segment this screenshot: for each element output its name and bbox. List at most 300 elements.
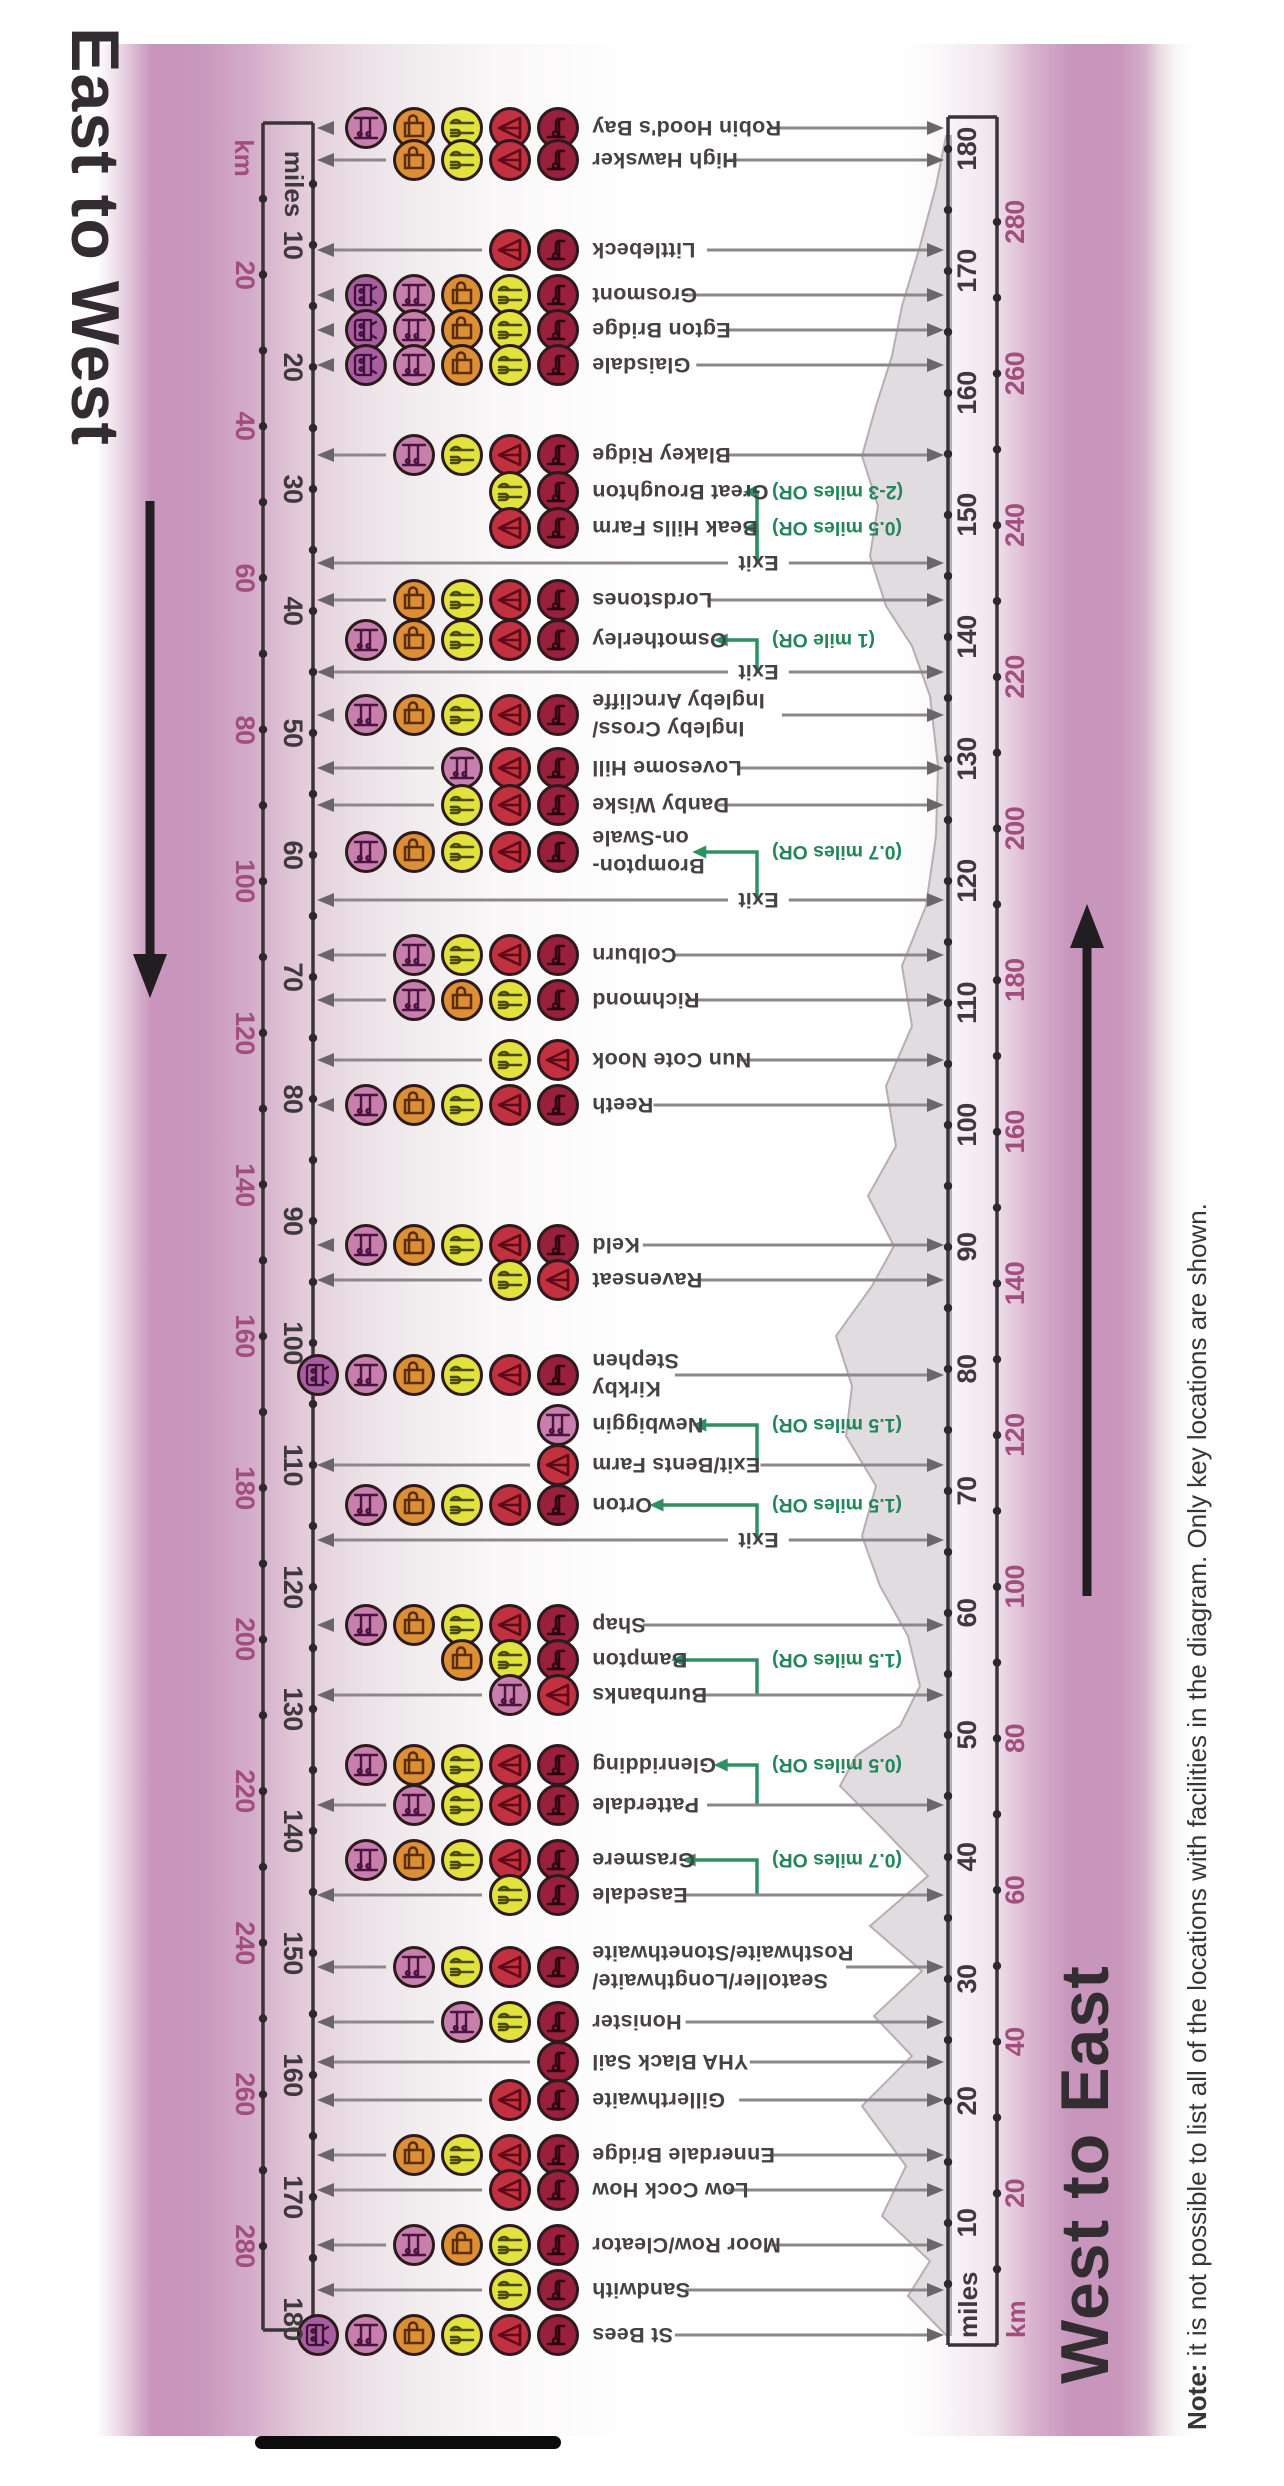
location-name: Burnbanks [592,1683,707,1707]
bed-and-breakfast-icon [536,693,580,737]
location-name: Glenridding [592,1753,716,1777]
pub-inn-icon [392,2133,436,2177]
scale-tick-dot [944,2158,952,2166]
hostel-bunkhouse-icon [392,933,436,977]
up-arrowhead-icon [317,2283,334,2297]
bottom-scale-mile-number: 130 [952,737,982,781]
scale-tick-dot [259,1787,267,1795]
top-scale-km-number: 140 [230,1162,260,1207]
scale-tick-dot [944,1182,952,1190]
scale-tick-dot [944,1731,952,1739]
location-name: Blakey Ridge [592,443,731,467]
bed-and-breakfast-icon [536,1743,580,1787]
top-scale-mile-number: 120 [278,1565,308,1609]
hostel-bunkhouse-icon [344,830,388,874]
bottom-scale-km-number: 220 [1000,655,1030,699]
location-name: Low Cock How [592,2178,749,2202]
campsite-icon [488,1483,532,1527]
scale-tick-dot [309,424,317,432]
hostel-bunkhouse-icon [344,106,388,150]
scale-tick-dot [259,1711,267,1719]
bed-and-breakfast-icon [536,578,580,622]
location-name: Grosmont [592,283,698,307]
up-arrowhead-icon [317,1053,334,1067]
top-scale-km-number: 240 [230,1920,260,1965]
hostel-bunkhouse-icon [392,343,436,387]
scale-tick-dot [309,2193,317,2201]
top-scale-mile-number: 140 [278,1809,308,1853]
hostel-bunkhouse-icon [344,1483,388,1527]
pub-inn-icon [392,693,436,737]
scale-tick-dot [993,900,1001,908]
location-name: Stephen [592,1349,679,1373]
scale-tick-dot [309,1827,317,1835]
scale-tick-dot [993,445,1001,453]
location-name: on-Swale [592,826,689,850]
top-scale-mile-number: 20 [278,352,308,382]
location-name: Richmond [592,988,700,1012]
bottom-scale-mile-number: 180 [952,127,982,171]
pub-inn-icon [392,578,436,622]
off-route-distance-label: (1.5 miles OR) [772,1414,903,1436]
location-name: Reeth [592,1093,654,1117]
top-scale-km-number: 40 [230,411,260,441]
top-scale-mile-number: 30 [278,474,308,504]
bed-and-breakfast-icon [536,2313,580,2357]
bed-and-breakfast-icon [536,1083,580,1127]
pub-inn-icon [392,1603,436,1647]
scale-tick-dot [309,851,317,859]
bed-and-breakfast-icon [536,506,580,550]
top-scale-mile-number: 90 [278,1206,308,1236]
scale-tick-dot [993,597,1001,605]
bottom-scale-mile-number: 160 [952,371,982,415]
scale-tick-dot [944,267,952,275]
top-scale-km-number: 280 [230,2224,260,2268]
location-name: Exit [738,551,779,575]
meals-food-icon [440,1838,484,1882]
location-name: Glaisdale [592,353,691,377]
bed-and-breakfast-icon [536,228,580,272]
bottom-scale-mile-number: 40 [952,1842,982,1872]
scale-tick-dot [993,1052,1001,1060]
down-arrowhead-icon [927,121,944,135]
hostel-bunkhouse-icon [392,1783,436,1827]
scale-tick-dot [259,1332,267,1340]
location-name: Kirkby [592,1377,661,1401]
meals-food-icon [440,1783,484,1827]
scale-tick-dot [259,422,267,430]
campsite-icon [488,506,532,550]
campsite-icon [488,1783,532,1827]
up-arrowhead-icon [317,121,334,135]
scale-tick-dot [259,953,267,961]
campsite-icon [488,1083,532,1127]
bottom-scale-km-number: 60 [1000,1875,1030,1905]
pub-inn-icon [392,1083,436,1127]
scale-tick-dot [993,1507,1001,1515]
scale-tick-dot [309,1339,317,1347]
pub-inn-icon [392,138,436,182]
location-name: Bampton [592,1648,688,1672]
hostel-bunkhouse-icon [536,1403,580,1447]
meals-food-icon [440,1743,484,1787]
scale-tick-dot [309,1766,317,1774]
top-scale-mile-number: 10 [278,230,308,260]
bed-and-breakfast-icon [536,2168,580,2212]
scale-tick-dot [309,363,317,371]
scale-tick-dot [309,1522,317,1530]
bed-and-breakfast-icon [536,830,580,874]
hostel-bunkhouse-icon [344,1838,388,1882]
scale-tick-dot [309,1705,317,1713]
bed-and-breakfast-icon [536,618,580,662]
hostel-bunkhouse-icon [488,1673,532,1717]
bed-and-breakfast-icon [536,2000,580,2044]
meals-food-icon [488,1258,532,1302]
scale-tick-dot [944,1487,952,1495]
scale-tick-dot [309,607,317,615]
scale-tick-dot [944,328,952,336]
scale-tick-dot [944,2036,952,2044]
up-arrowhead-icon [317,323,334,337]
up-arrowhead-icon [317,708,334,722]
scale-tick-dot [944,938,952,946]
bottom-scale-km-number: 80 [1000,1723,1030,1753]
up-arrowhead-icon [317,948,334,962]
top-scale-mile-number: 70 [278,962,308,992]
scale-tick-dot [309,1034,317,1042]
scale-tick-dot [259,1559,267,1567]
scale-tick-dot [944,694,952,702]
scale-tick-dot [309,1095,317,1103]
scale-tick-dot [259,801,267,809]
railway-station-icon [344,343,388,387]
location-name: Ennerdale Bridge [592,2143,775,2167]
up-arrowhead-icon [317,448,334,462]
meals-food-icon [440,2313,484,2357]
location-name: Great Broughton [592,480,769,504]
bed-and-breakfast-icon [536,343,580,387]
hostel-bunkhouse-icon [344,1223,388,1267]
location-name: Danby Wiske [592,793,729,817]
up-arrowhead-icon [317,243,334,257]
scale-tick-dot [944,816,952,824]
bottom-scale-km-number: 280 [1000,200,1030,244]
scale-tick-dot [944,1792,952,1800]
scale-tick-dot [259,877,267,885]
campsite-icon [488,2168,532,2212]
bottom-scale-km-number: 240 [1000,503,1030,548]
bottom-scale-km-number: 180 [1000,958,1030,1002]
west-to-east-title: West to East [1047,1965,1123,2384]
top-scale-km-number: 160 [230,1314,260,1358]
off-route-distance-label: (1.5 miles OR) [772,1649,903,1671]
top-scale-km-number: 260 [230,2072,260,2117]
scale-tick-dot [944,2097,952,2105]
campsite-icon [536,1443,580,1487]
up-arrowhead-icon [317,2148,334,2162]
bottom-scale-km-number: 200 [1000,806,1030,851]
hostel-bunkhouse-icon [344,618,388,662]
top-scale-km-number: 80 [230,715,260,745]
location-name: Newbiggin [592,1413,704,1437]
meals-food-icon [440,1483,484,1527]
off-route-distance-label: (0.7 miles OR) [772,1849,903,1871]
bed-and-breakfast-icon [536,1483,580,1527]
east-to-west-direction-arrowhead [133,954,167,998]
location-name: Ingleby Arncliffe [592,689,765,713]
location-name: High Hawsker [592,148,738,172]
meals-food-icon [440,1223,484,1267]
scale-tick-dot [309,790,317,798]
up-arrowhead-icon [317,2238,334,2252]
scale-tick-dot [259,2014,267,2022]
off-route-connector [726,1765,757,1805]
bottom-scale-km-number: 20 [1000,2178,1030,2208]
scale-tick-dot [259,1635,267,1643]
campsite-icon [488,830,532,874]
scale-tick-dot [259,1105,267,1113]
hostel-bunkhouse-icon [392,1945,436,1989]
hostel-bunkhouse-icon [344,1083,388,1127]
up-arrowhead-icon [317,1888,334,1902]
up-arrowhead-icon [317,1273,334,1287]
scale-tick-dot [259,1939,267,1947]
top-scale-km-number: 20 [230,260,260,290]
location-name: Lovesome Hill [592,756,742,780]
hostel-bunkhouse-icon [344,2313,388,2357]
scale-tick-dot [259,650,267,658]
scale-tick-dot [944,572,952,580]
bottom-scale-mile-number: 50 [952,1720,982,1750]
hostel-bunkhouse-icon [392,978,436,1022]
bottom-scale-mile-number: 20 [952,2086,982,2116]
scale-tick-dot [259,725,267,733]
scale-tick-dot [309,241,317,249]
scale-tick-dot [993,1962,1001,1970]
scale-tick-dot [993,749,1001,757]
scale-tick-dot [309,485,317,493]
bed-and-breakfast-icon [536,2268,580,2312]
scale-tick-dot [259,1863,267,1871]
bed-and-breakfast-icon [536,783,580,827]
top-scale-mile-number: 40 [278,596,308,626]
top-scale-mile-number: 110 [278,1443,308,1487]
scale-tick-dot [259,2090,267,2098]
location-name: Beak Hills Farm [592,516,758,540]
scale-tick-dot [309,180,317,188]
location-name: Seatoller/Longthwaite/ [592,1969,828,1993]
bottom-scale-mile-number: 80 [952,1354,982,1384]
up-arrowhead-icon [317,593,334,607]
campsite-icon [488,618,532,662]
hostel-bunkhouse-icon [392,2223,436,2267]
scale-tick-dot [309,2010,317,2018]
campsite-icon [488,933,532,977]
west-to-east-direction-arrowhead [1070,904,1104,948]
bottom-scale-miles-unit-label: miles [953,2271,983,2338]
top-scale-km-number: 220 [230,1769,260,1813]
pub-inn-icon [440,1638,484,1682]
top-scale-mile-number: 60 [278,840,308,870]
meals-food-icon [440,933,484,977]
campsite-icon [536,1258,580,1302]
scale-tick-dot [259,574,267,582]
scale-tick-dot [309,1949,317,1957]
up-arrowhead-icon [317,761,334,775]
bottom-scale-mile-number: 90 [952,1232,982,1262]
scale-tick-dot [944,1304,952,1312]
bottom-scale-mile-number: 150 [952,493,982,537]
scale-tick-dot [993,294,1001,302]
hostel-bunkhouse-icon [344,1743,388,1787]
campsite-icon [536,1673,580,1717]
footnote [1182,1203,1213,2430]
footnote-text: it is not possible to list all of the locations with facilities in the diagram. Only key locations are shown. [1182,1203,1212,2364]
off-route-distance-label: (0.5 miles OR) [772,517,903,539]
up-arrowhead-icon [317,1458,334,1472]
scale-tick-dot [944,2280,952,2288]
bottom-scale-km-number: 40 [1000,2027,1030,2057]
top-scale-mile-number: 80 [278,1084,308,1114]
scale-tick-dot [944,1670,952,1678]
scale-tick-dot [944,1853,952,1861]
campsite-icon [488,228,532,272]
top-scale-mile-number: 50 [278,718,308,748]
hostel-bunkhouse-icon [344,1353,388,1397]
scale-tick-dot [944,1121,952,1129]
pub-inn-icon [392,1743,436,1787]
scale-tick-dot [259,1256,267,1264]
location-name: Egton Bridge [592,318,731,342]
pub-inn-icon [392,830,436,874]
meals-food-icon [440,578,484,622]
campsite-icon [488,2078,532,2122]
up-arrowhead-icon [317,1688,334,1702]
pub-inn-icon [392,1838,436,1882]
scale-tick-dot [309,1644,317,1652]
pub-inn-icon [392,1353,436,1397]
scale-tick-dot [259,2242,267,2250]
elevation-profile [836,136,951,2335]
off-route-distance-label: (0.5 miles OR) [772,1754,903,1776]
location-name: Exit [738,1528,779,1552]
bed-and-breakfast-icon [536,2223,580,2267]
scale-tick-dot [993,1810,1001,1818]
top-scale-km-number: 200 [230,1617,260,1662]
meals-food-icon [440,138,484,182]
scale-tick-dot [944,450,952,458]
location-name: Shap [592,1613,646,1637]
scale-tick-dot [944,1365,952,1373]
scale-tick-dot [993,1203,1001,1211]
scale-tick-dot [309,1583,317,1591]
hostel-bunkhouse-icon [344,693,388,737]
bottom-scale-km-number: 140 [1000,1261,1030,1306]
meals-food-icon [440,783,484,827]
meals-food-icon [440,433,484,477]
campsite-icon [536,1038,580,1082]
campsite-icon [488,1945,532,1989]
east-to-west-title: East to West [57,27,133,446]
up-arrowhead-icon [317,288,334,302]
scale-tick-dot [944,1060,952,1068]
campsite-icon [488,693,532,737]
location-name: St Bees [592,2323,673,2347]
location-name: Moor Row/Cleator [592,2233,781,2257]
meals-food-icon [440,1945,484,1989]
pub-inn-icon [392,2313,436,2357]
meals-food-icon [488,2268,532,2312]
up-arrowhead-icon [317,2015,334,2029]
scale-tick-dot [309,1278,317,1286]
location-name: Sandwith [592,2278,690,2302]
meals-food-icon [440,830,484,874]
bed-and-breakfast-icon [536,978,580,1022]
scale-tick-dot [259,1408,267,1416]
meals-food-icon [440,2133,484,2177]
scale-tick-dot [309,2132,317,2140]
bottom-scale-mile-number: 120 [952,859,982,903]
location-name: Ravenseat [592,1268,703,1292]
bed-and-breakfast-icon [536,2078,580,2122]
top-scale-km-number: 100 [230,859,260,904]
location-name: Grasmere [592,1848,695,1872]
up-arrowhead-icon [317,798,334,812]
up-arrowhead-icon [317,358,334,372]
pub-inn-icon [440,2223,484,2267]
location-name: YHA Black Sail [592,2050,749,2074]
up-arrowhead-icon [317,2093,334,2107]
scale-tick-dot [944,999,952,1007]
bed-and-breakfast-icon [536,1353,580,1397]
pub-inn-icon [392,1483,436,1527]
up-arrowhead-icon [317,556,334,570]
top-scale-km-number: 120 [230,1011,260,1055]
scale-tick-dot [309,912,317,920]
hostel-bunkhouse-icon [440,2000,484,2044]
bottom-scale-mile-number: 30 [952,1964,982,1994]
top-scale-km-number: 180 [230,1466,260,1510]
bed-and-breakfast-icon [536,1783,580,1827]
scale-tick-dot [259,498,267,506]
location-name: Exit [738,888,779,912]
meals-food-icon [440,693,484,737]
scale-tick-dot [944,633,952,641]
location-name: Lordstones [592,588,713,612]
scale-tick-dot [259,270,267,278]
top-scale-km-unit-label: km [229,139,259,177]
campsite-icon [488,2313,532,2357]
location-name: Easedale [592,1883,688,1907]
up-arrowhead-icon [317,993,334,1007]
location-name: Colburn [592,943,677,967]
location-name: Orton [592,1493,653,1517]
scale-tick-dot [944,389,952,397]
scale-tick-dot [944,1609,952,1617]
location-name: Ingleby Cross/ [592,717,745,741]
scale-tick-dot [944,2219,952,2227]
top-scale-mile-number: 180 [278,2297,308,2341]
scale-tick-dot [993,2113,1001,2121]
scale-tick-dot [944,145,952,153]
up-arrowhead-icon [317,1960,334,1974]
bottom-scale-mile-number: 100 [952,1103,982,1147]
up-arrowhead-icon [317,893,334,907]
scale-tick-dot [259,2166,267,2174]
scale-tick-dot [309,2071,317,2079]
